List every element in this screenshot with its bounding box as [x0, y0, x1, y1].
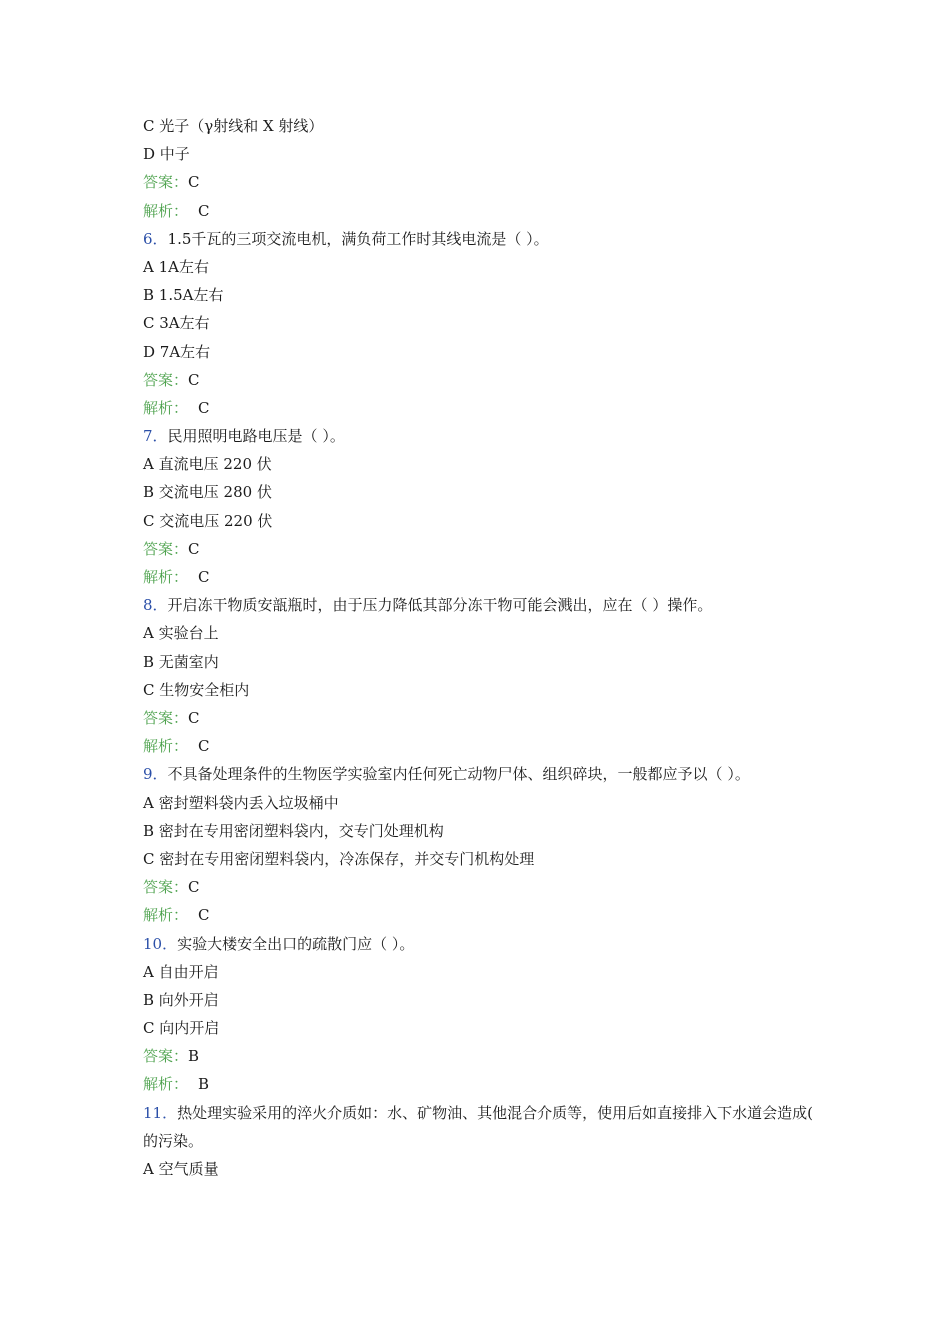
answer-value: B	[188, 1047, 200, 1066]
option-text: A 1A左右	[143, 257, 209, 276]
option-line	[143, 648, 823, 676]
option-line	[143, 450, 823, 478]
option-line	[143, 1014, 823, 1042]
question-line	[143, 930, 823, 958]
answer-line	[143, 168, 823, 196]
analysis-value: C	[198, 906, 210, 925]
option-line	[143, 140, 823, 168]
option-text: B 交流电压 280 伏	[143, 483, 272, 502]
question-number: 11．	[143, 1103, 178, 1122]
answer-value: C	[188, 173, 200, 192]
option-text: A 自由开启	[143, 962, 219, 981]
analysis-line	[143, 197, 823, 225]
question-number: 7．	[143, 427, 168, 446]
option-text: C 向内开启	[143, 1019, 220, 1038]
option-line	[143, 619, 823, 647]
question-text: 不具备处理条件的生物医学实验室内任何死亡动物尸体、组织碎块，一般都应予以（ ）。	[167, 765, 750, 784]
analysis-label: 解析：	[143, 737, 189, 756]
question-text: 民用照明电路电压是（ ）。	[167, 427, 345, 446]
question-text: 1.5千瓦的三项交流电机，满负荷工作时其线电流是（ ）。	[167, 229, 549, 248]
option-text: B 向外开启	[143, 990, 219, 1009]
analysis-value: C	[198, 398, 210, 417]
question-line	[143, 225, 823, 253]
option-line	[143, 112, 823, 140]
answer-value: C	[188, 878, 200, 897]
option-text: A 直流电压 220 伏	[143, 455, 272, 474]
option-line	[143, 478, 823, 506]
option-line	[143, 507, 823, 535]
analysis-line	[143, 563, 823, 591]
analysis-line	[143, 901, 823, 929]
option-text: A 实验台上	[143, 624, 219, 643]
analysis-label: 解析：	[143, 906, 189, 925]
analysis-line	[143, 394, 823, 422]
analysis-label: 解析：	[143, 568, 189, 587]
answer-label: 答案：	[143, 708, 189, 727]
question-text: 热处理实验采用的淬火介质如：水、矿物油、其他混合介质等，使用后如直接排入下水道会造成( 的污染。	[143, 1103, 813, 1150]
question-number: 10．	[143, 934, 178, 953]
question-number: 9．	[143, 765, 168, 784]
analysis-label: 解析：	[143, 1075, 189, 1094]
answer-label: 答案：	[143, 173, 189, 192]
analysis-value: B	[198, 1075, 210, 1094]
option-line	[143, 1155, 823, 1183]
answer-line	[143, 1042, 823, 1070]
answer-label: 答案：	[143, 878, 189, 897]
option-line	[143, 253, 823, 281]
answer-value: C	[188, 539, 200, 558]
analysis-label: 解析：	[143, 201, 189, 220]
option-text: B 1.5A左右	[143, 286, 224, 305]
option-line	[143, 817, 823, 845]
question-number: 6．	[143, 229, 168, 248]
question-number: 8．	[143, 596, 168, 615]
option-text: D 7A左右	[143, 342, 211, 361]
question-line	[143, 1099, 823, 1155]
option-line	[143, 676, 823, 704]
option-text: B 密封在专用密闭塑料袋内，交专门处理机构	[143, 821, 444, 840]
option-text: C 交流电压 220 伏	[143, 511, 273, 530]
answer-label: 答案：	[143, 1047, 189, 1066]
analysis-line	[143, 1070, 823, 1098]
option-line	[143, 845, 823, 873]
option-line	[143, 986, 823, 1014]
question-text: 开启冻干物质安瓿瓶时，由于压力降低其部分冻干物可能会溅出，应在（ ）操作。	[167, 596, 713, 615]
analysis-value: C	[198, 201, 210, 220]
option-line	[143, 281, 823, 309]
answer-label: 答案：	[143, 539, 189, 558]
option-text: C 光子（γ射线和 X 射线）	[143, 117, 324, 135]
analysis-line	[143, 732, 823, 760]
analysis-value: C	[198, 737, 210, 756]
answer-label: 答案：	[143, 370, 189, 389]
answer-line	[143, 535, 823, 563]
question-line	[143, 591, 823, 619]
option-text: A 密封塑料袋内丢入垃圾桶中	[143, 793, 339, 812]
option-line	[143, 958, 823, 986]
option-text: D 中子	[143, 145, 190, 164]
question-line	[143, 422, 823, 450]
question-line	[143, 760, 823, 788]
analysis-value: C	[198, 568, 210, 587]
option-line	[143, 338, 823, 366]
option-line	[143, 789, 823, 817]
answer-line	[143, 366, 823, 394]
question-text: 实验大楼安全出口的疏散门应（ ）。	[177, 934, 415, 953]
answer-line	[143, 704, 823, 732]
answer-value: C	[188, 708, 200, 727]
answer-line	[143, 873, 823, 901]
option-text: C 生物安全柜内	[143, 680, 250, 699]
option-text: B 无菌室内	[143, 652, 219, 671]
analysis-label: 解析：	[143, 398, 189, 417]
document-page	[143, 112, 823, 1183]
option-line	[143, 309, 823, 337]
option-text: C 密封在专用密闭塑料袋内，冷冻保存，并交专门机构处理	[143, 849, 535, 868]
answer-value: C	[188, 370, 200, 389]
option-text: A 空气质量	[143, 1160, 219, 1179]
option-text: C 3A左右	[143, 314, 210, 333]
